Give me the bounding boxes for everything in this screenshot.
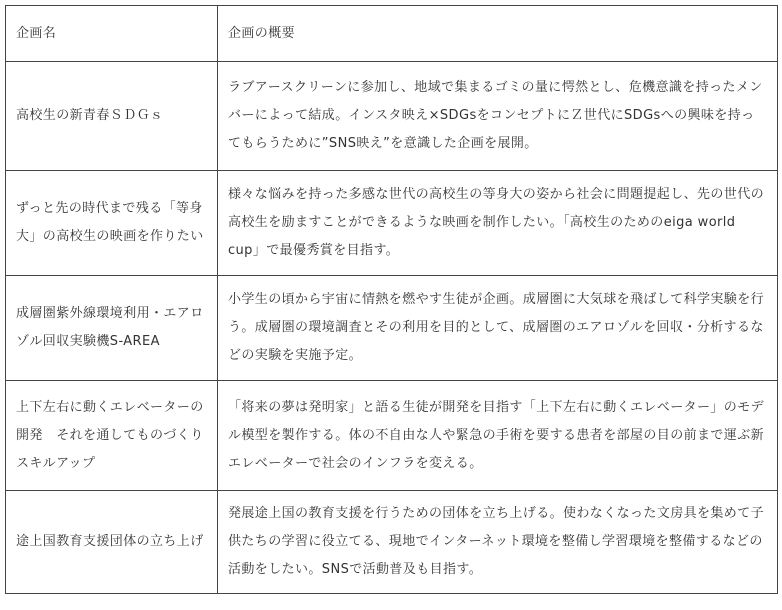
project-summary-cell: 様々な悩みを持った多感な世代の高校生の等身大の姿から社会に問題提起し、先の世代の高校生を励ますことができるような映画を制作したい。「高校生のためのeiga world cup」で最優秀賞を目指す。 — [218, 171, 778, 276]
project-name-cell: ずっと先の時代まで残る「等身大」の高校生の映画を作りたい — [6, 171, 218, 276]
project-summary-cell: ラブアースクリーンに参加し、地域で集まるゴミの量に愕然とし、危機意識を持ったメンバーによって結成。インスタ映え×SDGsをコンセプトにＺ世代にSDGsへの興味を持ってもらうために”SNS映え”を意識した企画を展開。 — [218, 62, 778, 171]
project-summary-cell: 「将来の夢は発明家」と語る生徒が開発を目指す「上下左右に動くエレベーター」のモデル模型を製作する。体の不自由な人や緊急の手術を要する患者を部屋の目の前まで運ぶ新エレベーターで社会のインフラを変える。 — [218, 381, 778, 491]
project-summary-cell: 発展途上国の教育支援を行うための団体を立ち上げる。使わなくなった文房具を集めて子供たちの学習に役立てる、現地でインターネット環境を整備し学習環境を整備するなどの活動をしたい。SNSで活動普及も目指す。 — [218, 491, 778, 594]
header-project-name: 企画名 — [6, 6, 218, 62]
header-project-summary: 企画の概要 — [218, 6, 778, 62]
project-name-cell: 高校生の新青春ＳＤＧｓ — [6, 62, 218, 171]
project-name-cell: 成層圏紫外線環境利用・エアロゾル回収実験機S-AREA — [6, 276, 218, 381]
project-name-cell: 途上国教育支援団体の立ち上げ — [6, 491, 218, 594]
table-row — [6, 171, 778, 276]
table-row — [6, 276, 778, 381]
table-row — [6, 491, 778, 594]
project-name-cell: 上下左右に動くエレベーターの開発 それを通してものづくりスキルアップ — [6, 381, 218, 491]
projects-table-container — [5, 5, 778, 594]
projects-table — [5, 5, 778, 594]
table-row — [6, 381, 778, 491]
table-header-row — [6, 6, 778, 62]
project-summary-cell: 小学生の頃から宇宙に情熱を燃やす生徒が企画。成層圏に大気球を飛ばして科学実験を行う。成層圏の環境調査とその利用を目的として、成層圏のエアロゾルを回収・分析するなどの実験を実施予定。 — [218, 276, 778, 381]
table-row — [6, 62, 778, 171]
